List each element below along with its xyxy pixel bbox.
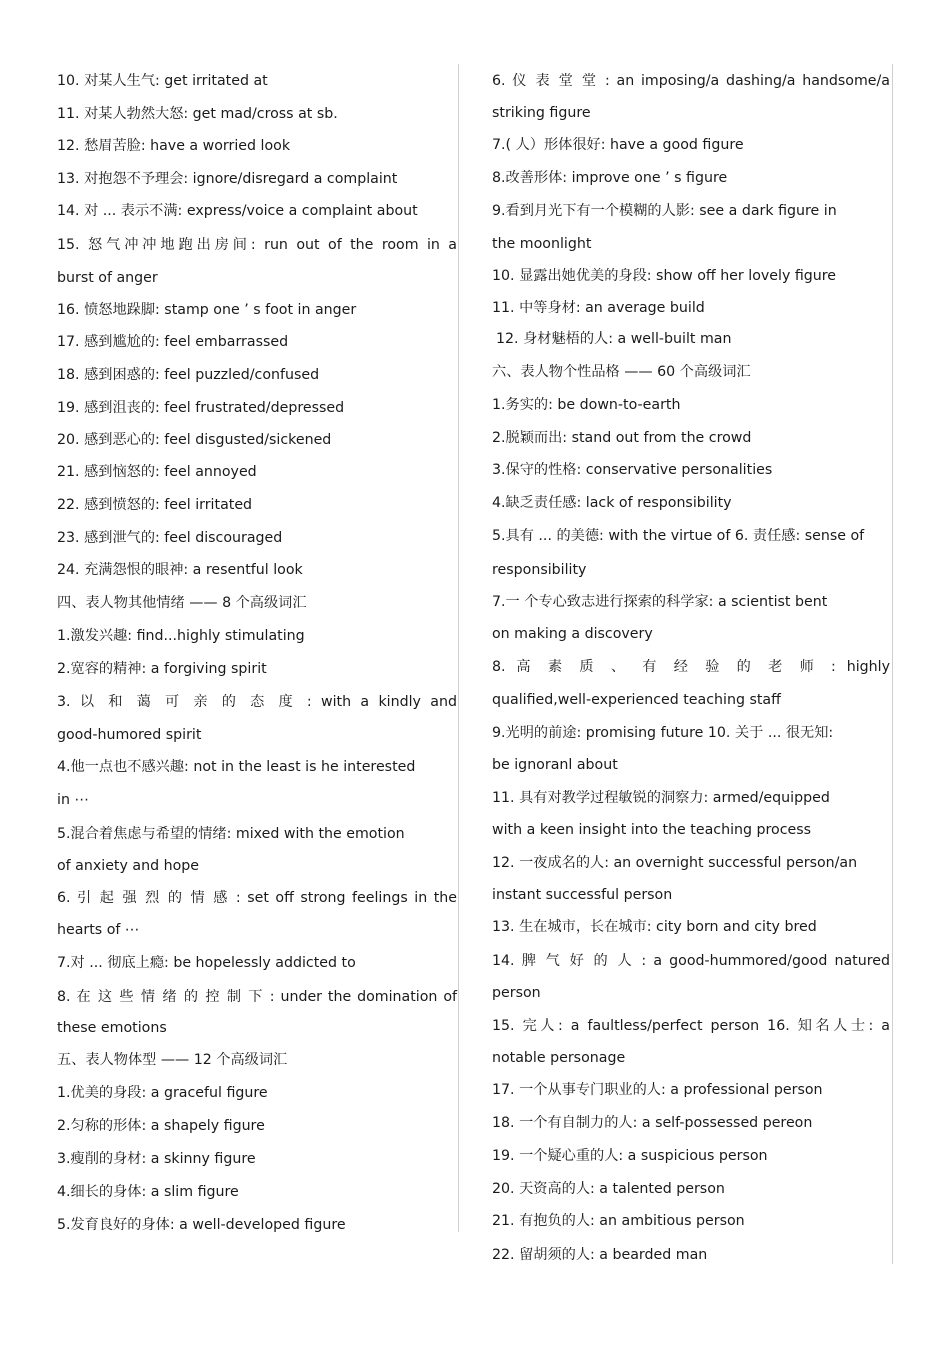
vocab-line: 13. 对抱怨不予理会: ignore/disregard a complaint [57, 171, 398, 187]
vocab-line: 1.优美的身段: a graceful figure [57, 1085, 268, 1101]
vocab-line: 12. 身材魅梧的人: a well-built man [496, 331, 732, 347]
vocab-line: on making a discovery [492, 626, 653, 642]
vocab-line: 4.细长的身体: a slim figure [57, 1184, 239, 1200]
vocab-line: striking figure [492, 105, 591, 121]
column-divider-left [458, 64, 459, 1232]
vocab-line: 11. 中等身材: an average build [492, 300, 705, 316]
vocab-line: 17. 一个从事专门职业的人: a professional person [492, 1082, 823, 1098]
vocab-line: 17. 感到尴尬的: feel embarrassed [57, 334, 289, 350]
vocab-line: 13. 生在城市，长在城市: city born and city bred [492, 919, 817, 935]
vocab-line: 18. 感到困惑的: feel puzzled/confused [57, 367, 320, 383]
vocab-line: 20. 感到恶心的: feel disgusted/sickened [57, 432, 332, 448]
vocab-line: hearts of ⋯ [57, 922, 140, 938]
vocab-line: 14. 对 ... 表示不满: express/voice a complaint about [57, 203, 418, 219]
vocab-line: 19. 一个疑心重的人: a suspicious person [492, 1148, 768, 1164]
vocab-line: 1.务实的: be down-to-earth [492, 397, 681, 413]
vocab-line: good-humored spirit [57, 727, 202, 743]
vocab-line: 12. 一夜成名的人: an overnight successful person/an [492, 855, 858, 871]
vocab-line: 四、表人物其他情绪 —— 8 个高级词汇 [57, 595, 307, 611]
vocab-line: 8. 在 这 些 情 绪 的 控 制 下 : under the domination of [57, 989, 457, 1005]
vocab-line: the moonlight [492, 236, 592, 252]
vocab-line: 11. 具有对教学过程敏锐的洞察力: armed/equipped [492, 790, 830, 806]
vocab-line: 14. 脾 气 好 的 人 : a good-hummored/good natured [492, 953, 890, 969]
vocab-line: 2.匀称的形体: a shapely figure [57, 1118, 265, 1134]
vocab-line: 9.光明的前途: promising future 10. 关于 ... 很无知: [492, 725, 834, 741]
vocab-line: with a keen insight into the teaching process [492, 822, 812, 838]
vocab-line: 5.发育良好的身体: a well-developed figure [57, 1217, 346, 1233]
vocab-line: 22. 感到愤怒的: feel irritated [57, 497, 253, 513]
vocab-line: 15. 怒气冲冲地跑出房间: run out of the room in a [57, 237, 457, 253]
vocab-line: 2.脱颖而出: stand out from the crowd [492, 430, 752, 446]
vocab-line: responsibility [492, 562, 587, 578]
vocab-line: 15. 完人: a faultless/perfect person 16. 知名人士: a [492, 1018, 890, 1034]
vocab-line: 8.改善形体: improve one ’ s figure [492, 170, 728, 186]
vocab-line: 22. 留胡须的人: a bearded man [492, 1247, 708, 1263]
vocab-line: 19. 感到沮丧的: feel frustrated/depressed [57, 400, 345, 416]
vocab-line: 9.看到月光下有一个模糊的人影: see a dark figure in [492, 203, 837, 219]
vocab-line: 7.一 个专心致志进行探索的科学家: a scientist bent [492, 594, 828, 610]
vocab-line: 2.宽容的精神: a forgiving spirit [57, 661, 267, 677]
vocab-line: 7.( 人）形体很好: have a good figure [492, 137, 744, 153]
column-divider-right [892, 64, 893, 1264]
vocab-line: 五、表人物体型 —— 12 个高级词汇 [57, 1052, 288, 1068]
vocab-line: 24. 充满怨恨的眼神: a resentful look [57, 562, 303, 578]
vocab-line: of anxiety and hope [57, 858, 200, 874]
vocab-line: 3. 以 和 蔼 可 亲 的 态 度 : with a kindly and [57, 694, 457, 710]
vocab-line: 3.瘦削的身材: a skinny figure [57, 1151, 256, 1167]
vocab-line: 10. 显露出她优美的身段: show off her lovely figure [492, 268, 837, 284]
vocab-line: burst of anger [57, 270, 158, 286]
vocab-line: 21. 感到恼怒的: feel annoyed [57, 464, 257, 480]
vocab-line: 六、表人物个性品格 —— 60 个高级词汇 [492, 364, 751, 380]
vocab-line: 3.保守的性格: conservative personalities [492, 462, 773, 478]
vocab-line: 10. 对某人生气: get irritated at [57, 73, 268, 89]
vocab-line: 8. 高 素 质 、 有 经 验 的 老 师 : highly [492, 659, 890, 675]
vocab-line: notable personage [492, 1050, 626, 1066]
vocab-line: 5.混合着焦虑与希望的情绪: mixed with the emotion [57, 826, 405, 842]
right-column [492, 64, 890, 1272]
left-column [57, 64, 457, 1242]
vocab-line: 6. 仪 表 堂 堂 : an imposing/a dashing/a handsome/a [492, 73, 890, 89]
vocab-line: 6. 引 起 强 烈 的 情 感 : set off strong feelings in the [57, 890, 457, 906]
vocab-line: 7.对 ... 彻底上瘾: be hopelessly addicted to [57, 955, 356, 971]
vocab-line: be ignoranl about [492, 757, 618, 773]
vocab-line: 21. 有抱负的人: an ambitious person [492, 1213, 745, 1229]
vocab-line: 4.缺乏责任感: lack of responsibility [492, 495, 732, 511]
vocab-line: 16. 愤怒地跺脚: stamp one ’ s foot in anger [57, 302, 357, 318]
vocab-line: instant successful person [492, 887, 673, 903]
vocab-line: these emotions [57, 1020, 167, 1036]
vocab-line: person [492, 985, 541, 1001]
vocab-line: 23. 感到泄气的: feel discouraged [57, 530, 283, 546]
vocab-line: 5.具有 ... 的美德: with the virtue of 6. 责任感: sense of [492, 528, 865, 544]
vocab-line: 4.他一点也不感兴趣: not in the least is he interested [57, 759, 416, 775]
vocab-line: qualified,well-experienced teaching staff [492, 692, 781, 708]
vocab-line: 20. 天资高的人: a talented person [492, 1181, 725, 1197]
vocab-line: 18. 一个有自制力的人: a self-possessed pereon [492, 1115, 813, 1131]
vocab-line: in ⋯ [57, 792, 89, 808]
vocab-line: 12. 愁眉苦脸: have a worried look [57, 138, 291, 154]
vocab-line: 11. 对某人勃然大怒: get mad/cross at sb. [57, 106, 338, 122]
vocab-line: 1.激发兴趣: find...highly stimulating [57, 628, 305, 644]
